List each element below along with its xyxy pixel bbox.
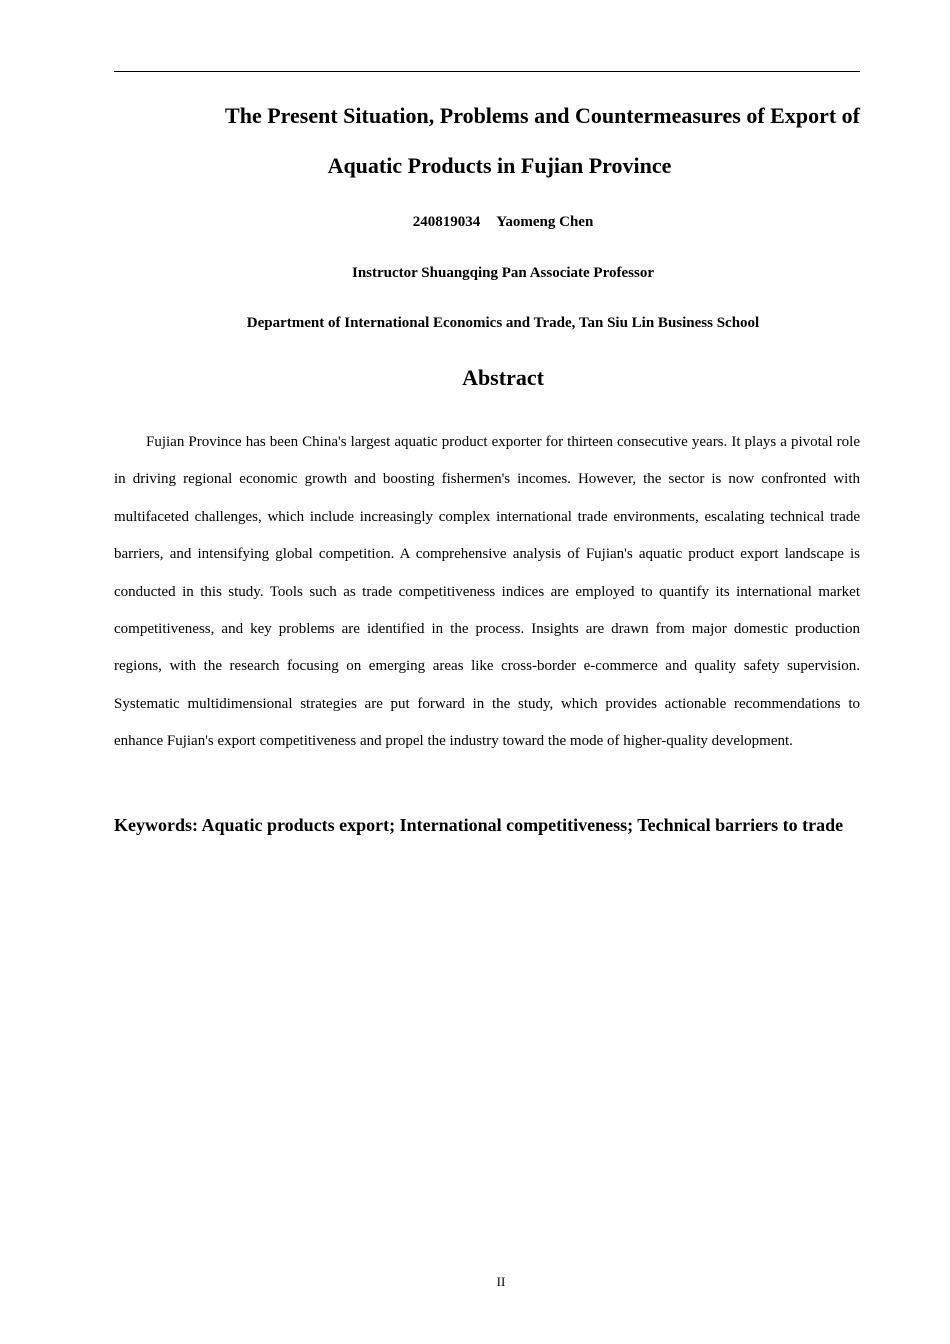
student-id: 240819034 [412,214,481,230]
department-line: Department of International Economics and Trade, Tan Siu Lin Business School [246,315,760,331]
author-name: Yaomeng Chen [496,214,594,230]
paper-title-line-2: Aquatic Products in Fujian Province [327,153,672,178]
paper-title-line-1: The Present Situation, Problems and Countermeasures of Export of [225,103,860,128]
author-line [114,212,860,232]
header-rule [114,71,860,72]
keywords: Keywords: Aquatic products export; International competitiveness; Technical barriers to trade [114,815,844,835]
abstract-heading: Abstract [462,365,544,390]
instructor-line: Instructor Shuangqing Pan Associate Professor [352,265,654,281]
abstract-body: Fujian Province has been China's largest aquatic product exporter for thirteen consecutive years. It plays a pivotal role in driving regional economic growth and boosting fishermen's incomes. However, the sector is now confronted with multifaceted challenges, which include increasingly complex international trade environments, escalating technical trade barriers, and intensifying global competition. A comprehensive analysis of Fujian's aquatic product export landscape is conducted in this study. Tools such as trade competitiveness indices are employed to quantify its international market competitiveness, and key problems are identified in the process. Insights are drawn from major domestic production regions, with the research focusing on emerging areas like cross-border e-commerce and quality safety supervision. Systematic multidimensional strategies are put forward in the study, which provides actionable recommendations to enhance Fujian's export competitiveness and propel the industry toward the mode of higher-quality development. [114,434,860,750]
page-number: II [496,1274,506,1289]
